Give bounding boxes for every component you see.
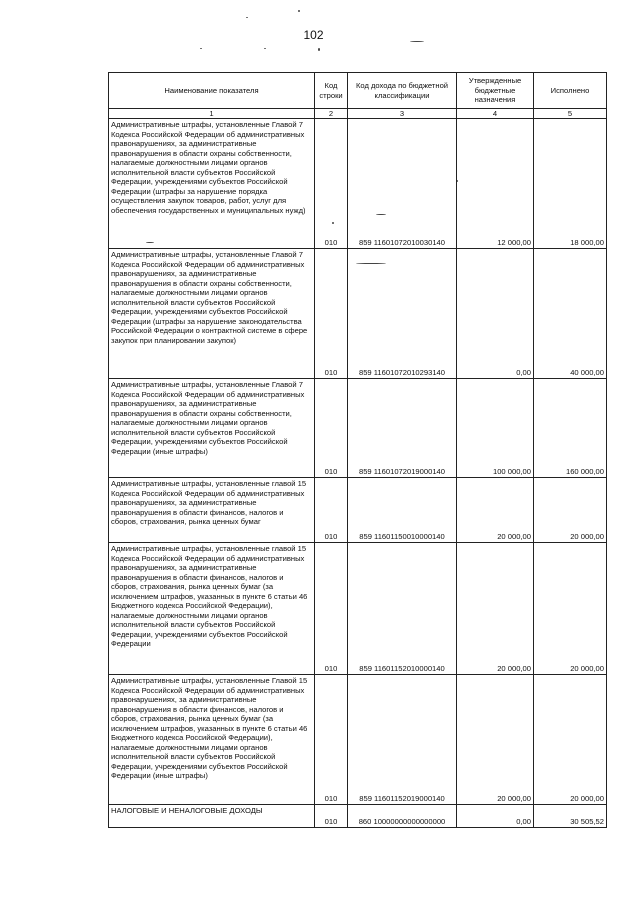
table-row — [109, 119, 607, 249]
scan-speck — [410, 41, 424, 42]
row-income-code: 860 10000000000000000 — [348, 805, 457, 828]
table-row — [109, 675, 607, 805]
row-executed: 20 000,00 — [534, 478, 607, 543]
header-approved: Утвержденные бюджетные назначения — [457, 73, 534, 109]
row-executed: 30 505,52 — [534, 805, 607, 828]
header-name: Наименование показателя — [109, 73, 315, 109]
scan-speck — [200, 48, 202, 49]
scan-speck — [246, 17, 248, 18]
row-approved: 20 000,00 — [457, 675, 534, 805]
table-row — [109, 379, 607, 478]
row-approved: 100 000,00 — [457, 379, 534, 478]
row-income-code: 859 11601152010000140 — [348, 543, 457, 675]
row-income-code: 859 11601072010030140 — [348, 119, 457, 249]
row-name: Административные штрафы, установленные Главой 15 Кодекса Российской Федерации об административных правонарушениях, за административные правонарушения в области финансов, налогов и сборов, страхования, рынка ценных бумаг (за исключением штрафов, указанных в пункте 6 статьи 46 Бюджетного кодекса Российской Федерации), налагаемые должностными лицами органов исполнительной власти субъектов Российской Федерации, учреждениями субъектов Российской Федерации (иные штрафы) — [109, 675, 315, 805]
table-row — [109, 805, 607, 828]
header-income-code: Код дохода по бюджетной классификации — [348, 73, 457, 109]
row-approved: 0,00 — [457, 249, 534, 379]
column-number: 5 — [534, 109, 607, 119]
row-name: Административные штрафы, установленные главой 15 Кодекса Российской Федерации об административных правонарушениях, за административные правонарушения в области финансов, налогов и сборов, страхования, рынка ценных бумаг — [109, 478, 315, 543]
column-number: 1 — [109, 109, 315, 119]
row-income-code: 859 11601072010293140 — [348, 249, 457, 379]
row-code: 010 — [315, 543, 348, 675]
row-code: 010 — [315, 675, 348, 805]
header-row-code: Код строки — [315, 73, 348, 109]
row-code: 010 — [315, 249, 348, 379]
scan-speck — [318, 48, 320, 51]
column-numbers-row — [109, 109, 607, 119]
row-executed: 160 000,00 — [534, 379, 607, 478]
row-name: Административные штрафы, установленные Главой 7 Кодекса Российской Федерации об административных правонарушениях, за административные правонарушения в области охраны собственности, налагаемые должностными лицами органов исполнительной власти субъектов Российской Федерации, учреждениями субъектов Российской Федерации (штрафы за нарушение законодательства Российской Федерации о контрактной системе в сфере закупок при планировании закупок) — [109, 249, 315, 379]
row-name: НАЛОГОВЫЕ И НЕНАЛОГОВЫЕ ДОХОДЫ — [109, 805, 315, 828]
column-number: 3 — [348, 109, 457, 119]
row-name: Административные штрафы, установленные Главой 7 Кодекса Российской Федерации об административных правонарушениях, за административные правонарушения в области охраны собственности, налагаемые должностными лицами органов исполнительной власти субъектов Российской Федерации, учреждениями субъектов Российской Федерации (штрафы за нарушение порядка осуществления закупок товаров, работ, услуг для обеспечения государственных и муниципальных нужд) — [109, 119, 315, 249]
row-executed: 20 000,00 — [534, 543, 607, 675]
row-approved: 20 000,00 — [457, 543, 534, 675]
row-name: Административные штрафы, установленные Главой 7 Кодекса Российской Федерации об административных правонарушениях, за административные правонарушения в области охраны собственности, налагаемые должностными лицами органов исполнительной власти субъектов Российской Федерации, учреждениями субъектов Российской Федерации (иные штрафы) — [109, 379, 315, 478]
header-executed: Исполнено — [534, 73, 607, 109]
row-executed: 20 000,00 — [534, 675, 607, 805]
table-row — [109, 543, 607, 675]
row-executed: 18 000,00 — [534, 119, 607, 249]
row-name: Административные штрафы, установленные главой 15 Кодекса Российской Федерации об административных правонарушениях, за административные правонарушения в области финансов, налогов и сборов, страхования, рынка ценных бумаг (за исключением штрафов, указанных в пункте 6 статьи 46 Бюджетного кодекса Российской Федерации), налагаемые должностными лицами органов исполнительной власти субъектов Российской Федерации, учреждениями субъектов Российской Федерации — [109, 543, 315, 675]
scan-speck — [264, 48, 266, 49]
row-code: 010 — [315, 119, 348, 249]
row-approved: 0,00 — [457, 805, 534, 828]
row-approved: 12 000,00 — [457, 119, 534, 249]
row-code: 010 — [315, 805, 348, 828]
row-income-code: 859 11601072019000140 — [348, 379, 457, 478]
row-income-code: 859 11601152019000140 — [348, 675, 457, 805]
row-code: 010 — [315, 478, 348, 543]
report-table — [108, 72, 607, 828]
column-number: 4 — [457, 109, 534, 119]
row-income-code: 859 11601150010000140 — [348, 478, 457, 543]
row-code: 010 — [315, 379, 348, 478]
header-row — [109, 73, 607, 109]
table-row — [109, 478, 607, 543]
scan-speck — [298, 10, 300, 12]
row-approved: 20 000,00 — [457, 478, 534, 543]
table-row — [109, 249, 607, 379]
row-executed: 40 000,00 — [534, 249, 607, 379]
page-number: 102 — [303, 28, 324, 42]
column-number: 2 — [315, 109, 348, 119]
